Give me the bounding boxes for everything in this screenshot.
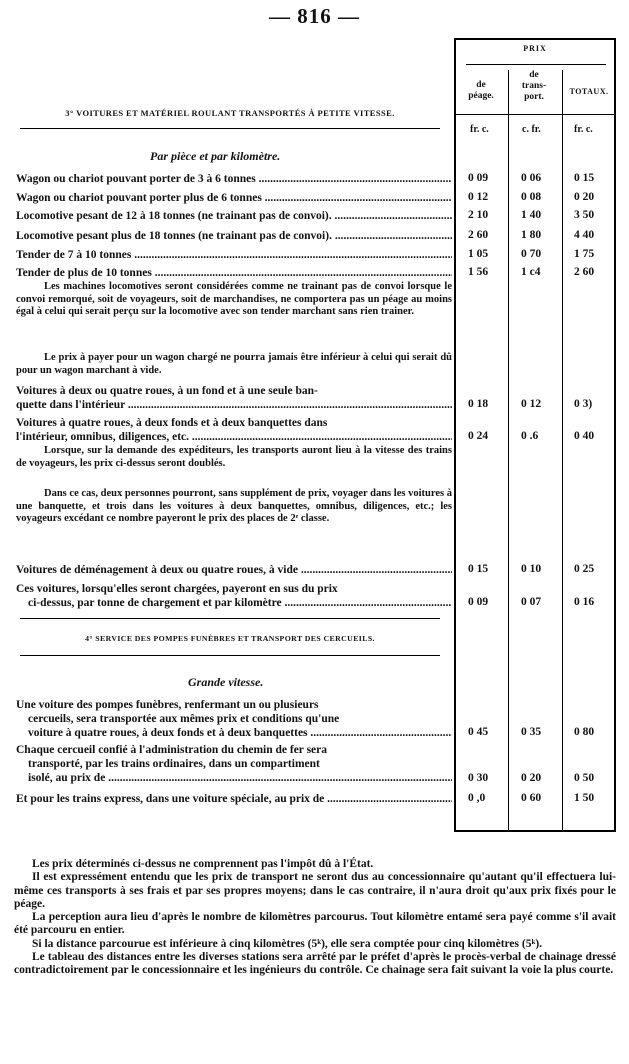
total-value: 1 75: [574, 248, 595, 260]
note-grande-vitesse: [16, 445, 452, 470]
transport-value: 1 40: [521, 209, 542, 221]
transport-value: 0 07: [521, 596, 542, 608]
peage-value: 0 45: [468, 726, 489, 738]
total-value: 0 20: [574, 191, 595, 203]
header-rule: [466, 64, 606, 65]
row-label-line: Ces voitures, lorsqu'elles seront chargées, payeront en sus du prix: [16, 583, 338, 595]
row-label: Locomotive pesant de 12 à 18 tonnes (ne trainant pas de convoi). .....: [16, 209, 452, 223]
total-value: 1 50: [574, 792, 595, 804]
row-label-line: ci-dessus, par tonne de chargement et par kilomètre .....: [16, 596, 452, 610]
footer-text: [14, 858, 616, 978]
row-label: Voitures de déménagement à deux ou quatre roues, à vide .....: [16, 563, 452, 577]
note-text: Le prix à payer pour un wagon chargé ne pourra jamais être inférieur à celui qui serait dû pour un wagon marchant à vide.: [16, 352, 452, 376]
row-label-line: Voitures à deux ou quatre roues, à un fond et à une seule ban-: [16, 385, 318, 397]
footer-paragraph: Les prix déterminés ci-dessus ne comprennent pas l'impôt dû à l'État.: [32, 858, 374, 870]
peage-value: 2 10: [468, 209, 489, 221]
transport-value: 0 20: [521, 772, 542, 784]
transport-value: 1 80: [521, 229, 542, 241]
row-label: Locomotive pesant plus de 18 tonnes (ne trainant pas de convoi). .....: [16, 229, 452, 243]
row-label: Et pour les trains express, dans une voiture spéciale, au prix de .....: [16, 792, 452, 806]
tariff-row: [16, 563, 452, 577]
peage-value: 1 05: [468, 248, 489, 260]
tariff-row: [16, 384, 452, 412]
note-text: Lorsque, sur la demande des expéditeurs, les transports auront lieu à la vitesse des trains de voyageurs, les prix ci-dessus seront doublés.: [16, 445, 452, 469]
footer-paragraph: Le tableau des distances entre les diverses stations sera arrêté par le préfet d'après le procès-verbal de chainage dressé contradictoirement par le concessionnaire et les ingénieurs du contrôle. Ce chainage sera fait suivant la voie la plus courte.: [14, 951, 616, 977]
row-label-line: cercueils, sera transportée aux mêmes prix et conditions qu'une: [28, 713, 340, 725]
transport-value: 0 35: [521, 726, 542, 738]
tariff-row: [16, 792, 452, 806]
transport-value: 0 .6: [521, 430, 539, 442]
tariff-row: [16, 191, 452, 205]
footer-paragraph: Si la distance parcourue est inférieure à cinq kilomètres (5ᵏ), elle sera comptée pour cinq kilomètres (5ᵏ).: [32, 937, 543, 950]
row-label: Wagon ou chariot pouvant porter plus de 6 tonnes .....: [16, 191, 452, 205]
tariff-row: [16, 172, 452, 186]
row-label: Tender de 7 à 10 tonnes .....: [16, 248, 452, 262]
note-voyageurs: [16, 488, 452, 526]
section-4-subtitle: Grande vitesse.: [188, 675, 264, 689]
peage-value: 0 09: [468, 172, 489, 184]
transport-value: 0 60: [521, 792, 542, 804]
col-transport-header: de trans- port.: [521, 70, 547, 102]
tariff-row: [16, 582, 452, 610]
transport-value: 0 70: [521, 248, 542, 260]
row-label-line: isolé, au prix de .....: [16, 771, 452, 785]
tariff-row: [16, 209, 452, 223]
note-wagon: [16, 352, 452, 377]
section-3-subtitle: Par pièce et par kilomètre.: [150, 149, 281, 163]
column-divider: [508, 70, 509, 830]
note-text: Dans ce cas, deux personnes pourront, sans supplément de prix, voyager dans les voitures à une banquette, et trois dans les voitures à deux banquettes, omnibus, diligences, etc.; les voyageurs excédant ce nombre payeront le prix des places de 2ᵉ classe.: [16, 488, 452, 525]
section-separator: [20, 128, 440, 129]
total-value: 0 3): [574, 398, 593, 410]
total-value: 0 15: [574, 172, 595, 184]
unit-totaux: fr. c.: [574, 124, 593, 135]
transport-value: 0 06: [521, 172, 542, 184]
peage-value: 2 60: [468, 229, 489, 241]
unit-peage: fr. c.: [470, 124, 489, 135]
row-label-line: quette dans l'intérieur .....: [16, 398, 452, 412]
section-3-title: 3° VOITURES ET MATÉRIEL ROULANT TRANSPORTÉS À PETITE VITESSE.: [65, 108, 395, 118]
total-value: 0 80: [574, 726, 595, 738]
col-peage-header: de péage.: [468, 80, 494, 101]
section-separator: [20, 655, 440, 656]
transport-value: 0 12: [521, 398, 542, 410]
peage-value: 0 24: [468, 430, 489, 442]
total-value: 0 50: [574, 772, 595, 784]
transport-value: 0 10: [521, 563, 542, 575]
column-divider: [562, 70, 563, 830]
row-label-line: l'intérieur, omnibus, diligences, etc. .....: [16, 430, 452, 444]
total-value: 4 40: [574, 229, 595, 241]
row-label: Wagon ou chariot pouvant porter de 3 à 6 tonnes .....: [16, 172, 452, 186]
tariff-row: [16, 416, 452, 444]
col-totaux-header: TOTAUX.: [569, 87, 609, 96]
total-value: 0 40: [574, 430, 595, 442]
peage-value: 0 15: [468, 563, 489, 575]
tariff-row: [16, 698, 452, 740]
total-value: 0 25: [574, 563, 595, 575]
note-locomotives: [16, 281, 452, 319]
row-label-line: voiture à quatre roues, à deux fonds et à deux banquettes .....: [16, 726, 452, 740]
page-number: — 816 —: [269, 4, 360, 28]
unit-transport: c. fr.: [522, 124, 541, 135]
row-label-line: Voitures à quatre roues, à deux fonds et à deux banquettes dans: [16, 417, 328, 429]
tariff-row: [16, 229, 452, 243]
peage-value: 0 30: [468, 772, 489, 784]
footer-paragraph: Il est expressément entendu que les prix de transport ne seront dus au concessionnaire qu'autant qu'il effectuera lui-même ces transports à ses frais et par ses propres moyens; dans le cas contraire, il n'aura droit qu'aux prix fixés pour le péage.: [14, 871, 616, 910]
section-4-title: 4° SERVICE DES POMPES FUNÈBRES ET TRANSPORT DES CERCUEILS.: [85, 634, 375, 643]
header-rule: [454, 114, 616, 115]
peage-value: 0 09: [468, 596, 489, 608]
total-value: 0 16: [574, 596, 595, 608]
transport-value: 0 08: [521, 191, 542, 203]
total-value: 3 50: [574, 209, 595, 221]
peage-value: 1 56: [468, 266, 489, 278]
peage-value: 0 12: [468, 191, 489, 203]
row-label-line: transporté, par les trains ordinaires, dans un compartiment: [28, 758, 320, 770]
note-text: Les machines locomotives seront considérées comme ne trainant pas de convoi lorsque le convoi remorqué, soit de voyageurs, soit de marchandises, ne comportera pas un péage au moins égal à celui qui serait perçu sur la locomotive avec son tender marchant sans rien trainer.: [16, 281, 452, 318]
tariff-row: [16, 266, 452, 280]
total-value: 2 60: [574, 266, 595, 278]
prix-header: PRIX: [523, 44, 547, 53]
peage-value: 0 18: [468, 398, 489, 410]
tariff-row: [16, 248, 452, 262]
row-label-line: Chaque cercueil confié à l'administration du chemin de fer sera: [16, 744, 328, 756]
transport-value: 1 c4: [521, 266, 541, 278]
section-separator: [20, 618, 440, 619]
peage-value: 0 ,0: [468, 792, 486, 804]
tariff-row: [16, 743, 452, 785]
footer-paragraph: La perception aura lieu d'après le nombre de kilomètres parcourus. Tout kilomètre entamé sera payé comme s'il avait été parcouru en entier.: [14, 911, 616, 937]
row-label-line: Une voiture des pompes funèbres, renfermant un ou plusieurs: [16, 699, 319, 711]
row-label: Tender de plus de 10 tonnes .....: [16, 266, 452, 280]
